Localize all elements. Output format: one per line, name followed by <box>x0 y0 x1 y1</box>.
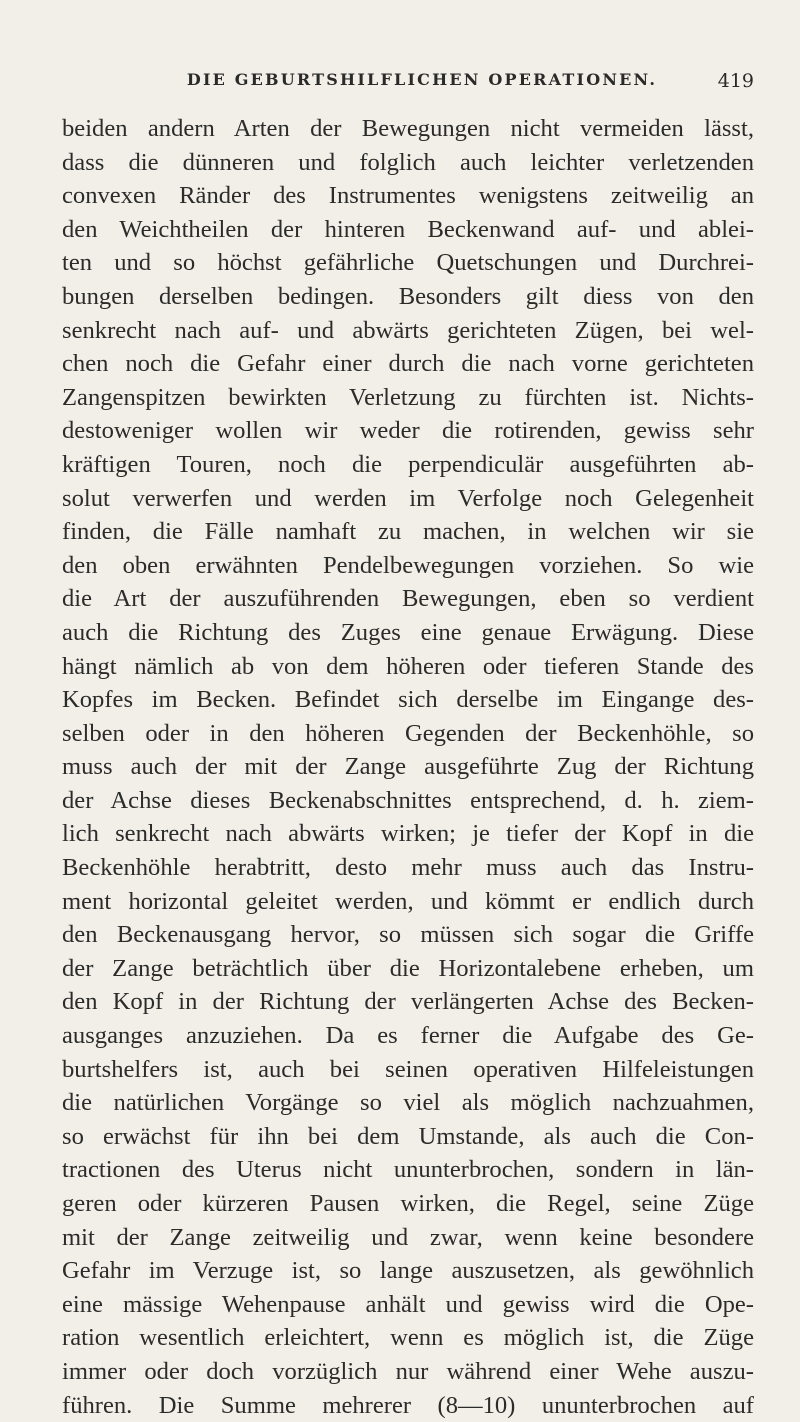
text-line: immer oder doch vorzüglich nur während einer Wehe auszu- <box>62 1357 754 1385</box>
text-line: destoweniger wollen wir weder die rotirenden, gewiss sehr <box>62 417 754 445</box>
text-line: den Weichtheilen der hinteren Beckenwand auf- und ablei- <box>62 215 754 243</box>
text-line: den oben erwähnten Pendelbewegungen vorziehen. So wie <box>62 551 754 579</box>
text-line: den Kopf in der Richtung der verlängerten Achse des Becken- <box>62 988 754 1016</box>
text-line: finden, die Fälle namhaft zu machen, in welchen wir sie <box>62 518 754 546</box>
text-line: tractionen des Uterus nicht ununterbrochen, sondern in län- <box>62 1156 754 1184</box>
text-line: eine mässige Wehenpause anhält und gewiss wird die Ope- <box>62 1290 754 1318</box>
text-line: die natürlichen Vorgänge so viel als möglich nachzuahmen, <box>62 1089 754 1117</box>
text-line: lich senkrecht nach abwärts wirken; je tiefer der Kopf in die <box>62 820 754 848</box>
text-line: auch die Richtung des Zuges eine genaue Erwägung. Diese <box>62 618 754 646</box>
text-line: so erwächst für ihn bei dem Umstande, als auch die Con- <box>62 1122 754 1150</box>
text-line: Beckenhöhle herabtritt, desto mehr muss auch das Instru- <box>62 854 754 882</box>
text-line: ment horizontal geleitet werden, und kömmt er endlich durch <box>62 887 754 915</box>
text-line: Zangenspitzen bewirkten Verletzung zu fürchten ist. Nichts- <box>62 383 754 411</box>
text-line: muss auch der mit der Zange ausgeführte Zug der Richtung <box>62 753 754 781</box>
text-line: der Zange beträchtlich über die Horizontalebene erheben, um <box>62 954 754 982</box>
body-text <box>62 112 754 1422</box>
page-number: 419 <box>717 70 754 92</box>
text-line: beiden andern Arten der Bewegungen nicht vermeiden lässt, <box>62 115 754 142</box>
text-line: solut verwerfen und werden im Verfolge noch Gelegenheit <box>62 484 754 512</box>
text-line: ten und so höchst gefährliche Quetschungen und Durchrei- <box>62 249 754 277</box>
text-line: ausganges anzuziehen. Da es ferner die Aufgabe des Ge- <box>62 1022 754 1050</box>
text-line: mit der Zange zeitweilig und zwar, wenn keine besondere <box>62 1223 754 1251</box>
text-line: hängt nämlich ab von dem höheren oder tieferen Stande des <box>62 652 754 680</box>
text-line: convexen Ränder des Instrumentes wenigstens zeitweilig an <box>62 182 754 210</box>
text-line: den Beckenausgang hervor, so müssen sich sogar die Griffe <box>62 921 754 949</box>
text-line: dass die dünneren und folglich auch leichter verletzenden <box>62 148 754 176</box>
text-line: bungen derselben bedingen. Besonders gilt diess von den <box>62 282 754 310</box>
text-line: führen. Die Summe mehrerer (8—10) ununterbrochen auf <box>62 1391 754 1419</box>
text-line: der Achse dieses Beckenabschnittes entsprechend, d. h. ziem- <box>62 786 754 814</box>
text-line: senkrecht nach auf- und abwärts gerichteten Zügen, bei wel- <box>62 316 754 344</box>
page-header <box>90 70 754 94</box>
text-line: geren oder kürzeren Pausen wirken, die Regel, seine Züge <box>62 1190 754 1217</box>
text-line: chen noch die Gefahr einer durch die nach vorne gerichteten <box>62 350 754 378</box>
text-line: Gefahr im Verzuge ist, so lange auszusetzen, als gewöhnlich <box>62 1257 754 1285</box>
text-line: die Art der auszuführenden Bewegungen, eben so verdient <box>62 585 754 613</box>
text-line: selben oder in den höheren Gegenden der Beckenhöhle, so <box>62 719 754 747</box>
text-line: ration wesentlich erleichtert, wenn es möglich ist, die Züge <box>62 1324 754 1352</box>
text-line: burtshelfers ist, auch bei seinen operativen Hilfeleistungen <box>62 1055 754 1083</box>
running-head: DIE GEBURTSHILFLICHEN OPERATIONEN. <box>186 70 658 89</box>
text-line: kräftigen Touren, noch die perpendiculär ausgeführten ab- <box>62 450 754 478</box>
text-line: Kopfes im Becken. Befindet sich derselbe im Eingange des- <box>62 686 754 714</box>
